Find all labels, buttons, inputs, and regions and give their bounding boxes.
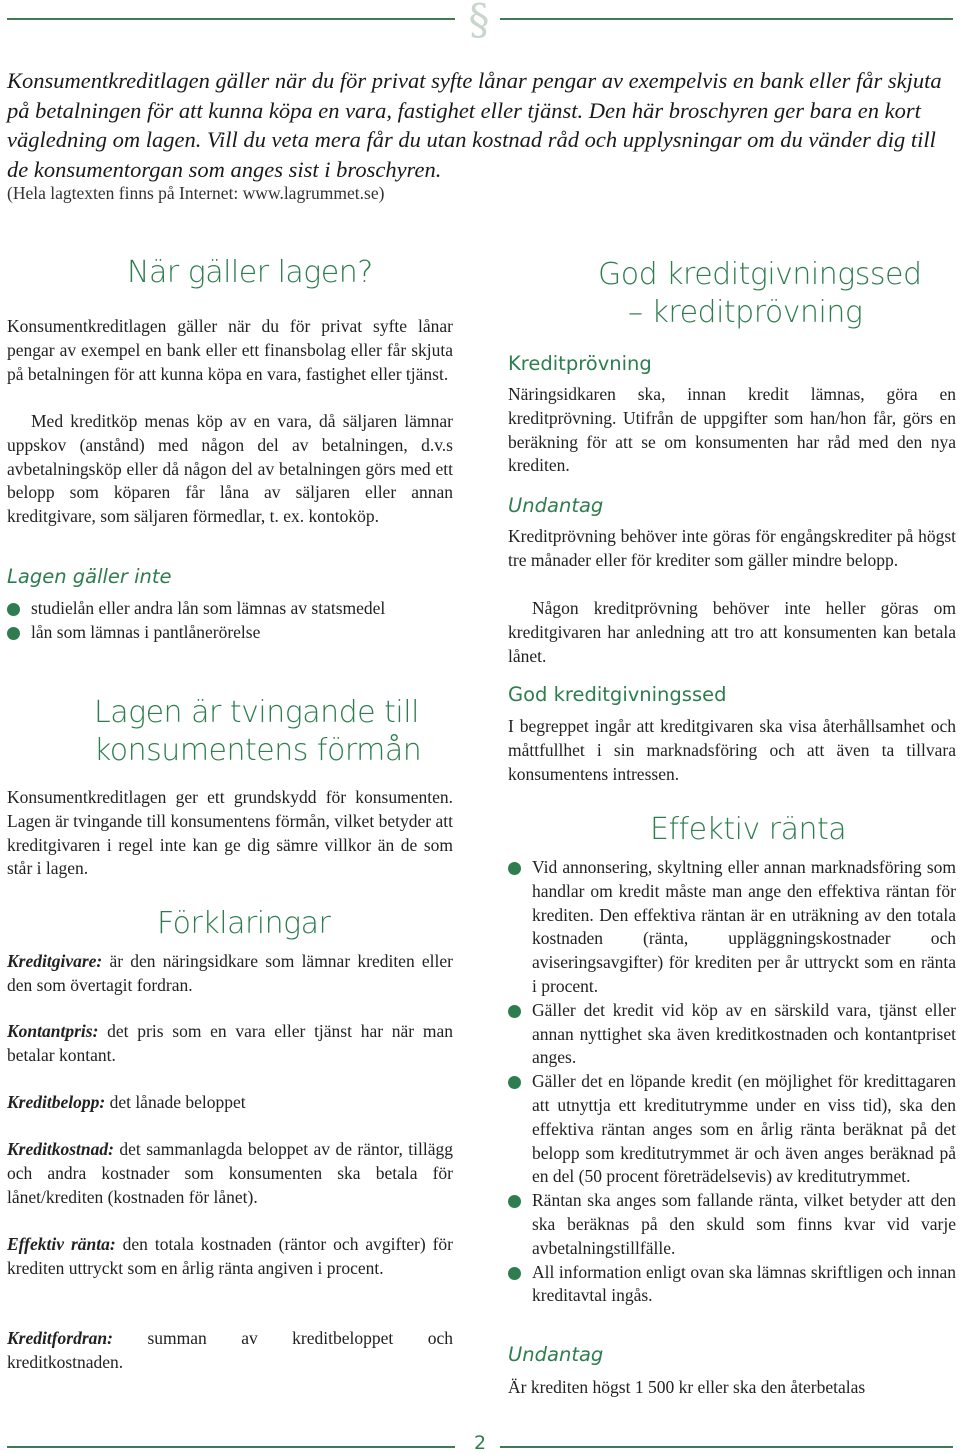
not-apply-list — [7, 597, 453, 645]
bullet-dot-icon — [508, 1195, 521, 1208]
heading-explanations: Förklaringar — [157, 906, 331, 941]
bullet-dot-icon — [508, 1005, 521, 1018]
mandatory-paragraph: Konsumentkreditlagen ger ett grundskydd för konsumenten. Lagen är tvingande till konsumentens förmån, vilket betyder att kreditgivaren i regel inte kan ge dig sämre villkor än de som står i lagen. — [7, 787, 453, 879]
heading-effective-rate: Effektiv ränta — [650, 812, 847, 847]
intro-text: Konsumentkreditlagen gäller när du för privat syfte lånar pengar av exempelvis en bank eller får skjuta på betalningen för att kunna köpa en vara, fastighet eller tjänst. Den här broschyren ger bara en kort vägledning om lagen. Vill du veta mera får du utan kostnad råd och upplysningar om du vänder dig till de konsumentorgan som anges sist i broschyren. — [7, 68, 942, 182]
sub-god-kreditgivningssed: God kreditgivningssed — [508, 683, 727, 706]
section-symbol: § — [468, 0, 490, 44]
bullet-dot-icon — [508, 1267, 521, 1280]
bottom-rule-right — [500, 1446, 953, 1448]
list-item: Räntan ska anges som fallande ränta, vilket betyder att den ska beräknas på den skuld som finns kvar vid varje avbetalningstillfälle. — [508, 1189, 956, 1260]
bullet-dot-icon — [508, 862, 521, 875]
heading-when: När gäller lagen? — [127, 255, 373, 290]
goodpractice-paragraph-3: Någon kreditprövning behöver inte heller göras om kreditgivaren har anledning att tro att konsumenten kan betala lånet. — [508, 598, 956, 666]
bottom-rule-left — [7, 1446, 455, 1448]
heading-mandatory-2: konsumentens förmån — [94, 733, 422, 768]
heading-mandatory-1: Lagen är tvingande till — [94, 695, 419, 730]
bullet-dot-icon — [508, 1076, 521, 1089]
goodpractice-paragraph-2: Kreditprövning behöver inte göras för engångskrediter på högst tre månader eller för krediter som gäller mindre belopp. — [508, 526, 956, 570]
list-item: Gäller det kredit vid köp av en särskild vara, tjänst eller annan nyttighet ska även kreditkostnaden och kontantpriset anges. — [508, 999, 956, 1070]
intro-note: (Hela lagtexten finns på Internet: www.lagrummet.se) — [7, 183, 385, 203]
sub-not-apply: Lagen gäller inte — [7, 565, 172, 588]
top-rule-left — [7, 18, 455, 20]
list-item: Vid annonsering, skyltning eller annan marknadsföring som handlar om kredit måste man ange den effektiva räntan för krediten. Den effektiva räntan är en uträkning av den totala kostnaden (ränta, uppläggningskostnader och aviseringsavgifter) för krediten per år uttryckt som en ränta i procent. — [508, 856, 956, 999]
sub-undantag-1: Undantag — [508, 494, 604, 517]
when-paragraph-1: Konsumentkreditlagen gäller när du för privat syfte lånar pengar av exempel en bank eller ett finansbolag eller får skjuta på betalningen för att kunna köpa en vara, fastighet eller tjänst. — [7, 316, 453, 384]
definition-kontantpris: Kontantpris: det pris som en vara eller tjänst har när man betalar kontant. — [7, 1021, 453, 1065]
definition-kreditgivare: Kreditgivare: är den näringsidkare som lämnar krediten eller den som övertagit fordran. — [7, 951, 453, 995]
goodpractice-paragraph-4: I begreppet ingår att kreditgivaren ska visa återhållsamhet och måttfullhet i sin marknadsföring och att även ta tillvara konsumentens intressen. — [508, 716, 956, 784]
sub-kreditprovning: Kreditprövning — [508, 352, 652, 375]
definition-kreditbelopp: Kreditbelopp: det lånade beloppet — [7, 1092, 246, 1112]
top-rule-right — [500, 18, 953, 20]
effective-rate-list — [508, 856, 956, 1308]
list-item: All information enligt ovan ska lämnas skriftligen och innan kreditavtal ingås. — [508, 1261, 956, 1309]
definition-kreditkostnad: Kreditkostnad: det sammanlagda beloppet av de räntor, tillägg och andra kostnader som konsumenten ska betala för lånet/krediten (kostnaden för lånet). — [7, 1139, 453, 1207]
bullet-dot-icon — [7, 627, 20, 640]
page-number: 2 — [473, 1432, 487, 1454]
heading-goodpractice-1: God kreditgivningssed — [598, 257, 922, 292]
heading-goodpractice-2: – kreditprövning — [628, 295, 863, 330]
definition-kreditfordran: Kreditfordran: summan av kreditbeloppet och kreditkostnaden. — [7, 1328, 453, 1372]
bullet-dot-icon — [7, 603, 20, 616]
list-item: studielån eller andra lån som lämnas av statsmedel — [7, 597, 453, 621]
goodpractice-paragraph-1: Näringsidkaren ska, innan kredit lämnas, göra en kreditprövning. Utifrån de uppgifter som han/hon får, görs en beräkning för att se om konsumenten har råd med den nya krediten. — [508, 384, 956, 476]
list-item: Gäller det en löpande kredit (en möjlighet för kredittagaren att utnyttja ett kreditutrymme under en viss tid), ska den effektiva räntan anges som en årlig ränta beräknat på det belopp som kreditutrymmet är och även anges beräknad på en del (50 procent företrädelsevis) av kreditutrymmet. — [508, 1070, 956, 1189]
sub-undantag-2: Undantag — [508, 1343, 604, 1366]
definition-effektiv-ranta: Effektiv ränta: den totala kostnaden (räntor och avgifter) för krediten uttryckt som en årlig ränta angiven i procent. — [7, 1234, 453, 1278]
effective-last-paragraph: Är krediten högst 1 500 kr eller ska den återbetalas — [508, 1377, 866, 1397]
list-item: lån som lämnas i pantlånerörelse — [7, 621, 453, 645]
when-paragraph-2: Med kreditköp menas köp av en vara, då säljaren lämnar uppskov (anstånd) med någon del av betalningen, d.v.s avbetalningsköp eller då någon del av betalningen görs med ett belopp som köparen får låna av säljaren eller annan kreditgivare, som säljaren förmedlar, t. ex. kontoköp. — [7, 411, 453, 527]
